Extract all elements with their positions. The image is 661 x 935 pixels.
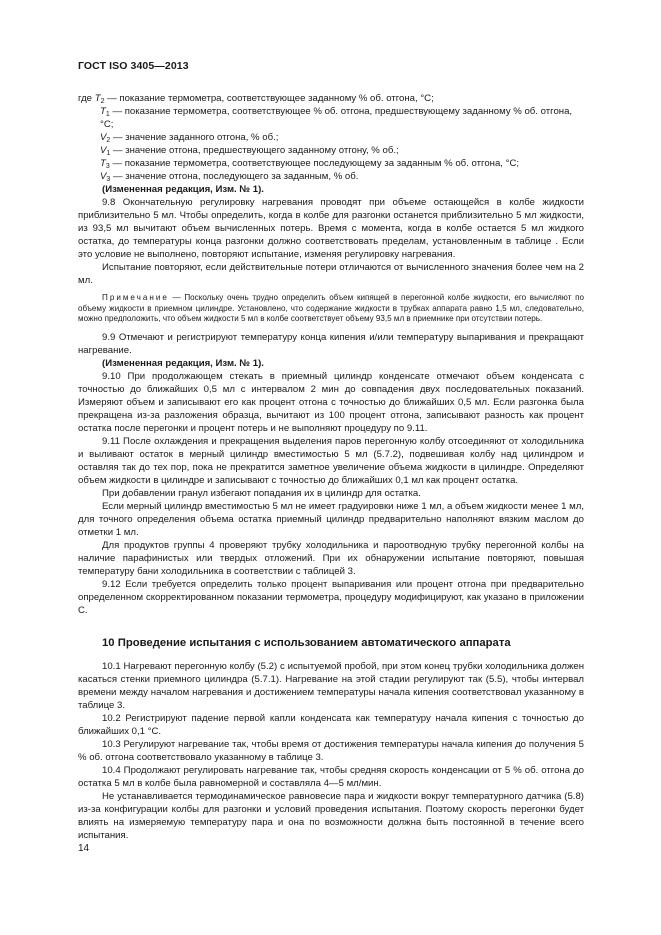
symbol: T xyxy=(100,106,106,117)
symbol: V xyxy=(100,171,107,182)
paragraph-repeat: Испытание повторяют, если действительные потери отличаются от вычисленного значения более чем на 2 мл. xyxy=(78,262,584,286)
paragraph-granules: При добавлении гранул избегают попадания их в цилиндр для остатка. xyxy=(102,487,421,499)
note-block xyxy=(78,293,584,325)
paragraph-10-2: 10.2 Регистрируют падение первой капли конденсата как температуру начала кипения с точностью до ближайших 0,1 °С. xyxy=(78,712,584,737)
paragraph-10-3: 10.3 Регулируют нагревание так, чтобы время от достижения температуры начала кипения до получения 5 % об. отгона соответствовало указанному в таблице 3. xyxy=(78,738,584,763)
paragraph-9-8: 9.8 Окончательную регулировку нагревания проводят при объеме остающейся в колбе жидкости приблизительно 5 мл. Чтобы определить, когда в колбе для разгонки останется приблизительно 5 мл жидкости, из 93,5 мл вычитают объем вычисленных потерь. Время с момента, когда в колбе остается 5 мл жидкого остатка, до температуры конца разгонки должно соответствовать пределам, установленным в таблице . Если это условие не выполнено, повторяют испытание, изменяя регулировку нагревания. xyxy=(78,197,584,260)
symbol-subscript: 2 xyxy=(100,98,105,105)
definition-line xyxy=(78,105,584,131)
symbol-subscript: 3 xyxy=(106,176,111,183)
page-content xyxy=(78,92,584,842)
symbol: V xyxy=(100,145,107,156)
symbol-subscript: 1 xyxy=(105,111,110,118)
definition-line xyxy=(78,170,584,183)
paragraph-9-10: 9.10 При продолжающем стекать в приемный цилиндр конденсате отмечают объем конденсата с точностью до ближайших 0,5 мл с интервалом 2 мин до совпадения двух последовательных показаний. Измеряют объем и записывают его как процент отгона с точностью до ближайших 0,5 мл. Если разгонка была прекращена из-за разложения образца, вычитают из 100 процент отгона, записывают разность как процент остатка после перегонки и процент потерь и не выполняют процедуру по 9.11. xyxy=(78,370,584,434)
definition-line xyxy=(78,144,584,157)
definition-text: — показание термометра, соответствующее последующему за заданным % об. отгона, °С; xyxy=(109,158,520,169)
paragraph-9-12: 9.12 Если требуется определить только процент выпаривания или процент отгона при предварительно определенном скорректированном показании термометра, процедуру модифицируют, как указано в приложении С. xyxy=(78,578,584,616)
symbol-subscript: 2 xyxy=(106,137,111,144)
definition-text: — значение заданного отгона, % об.; xyxy=(110,132,279,143)
amendment-note: (Измененная редакция, Изм. № 1). xyxy=(102,184,264,195)
amendment-note: (Измененная редакция, Изм. № 1). xyxy=(102,357,264,369)
paragraph-9-11: 9.11 После охлаждения и прекращения выделения паров перегонную колбу отсоединяют от холодильника и выливают остаток в мерный цилиндр вместимостью 5 мл (5.7.2), подвешивая колбу над цилиндром и оставляя так до тех пор, пока не прекратится заметное увеличение объема жидкости в цилиндре. Определяют объем жидкости в цилиндре и записывают с точностью до ближайших 0,1 мл как процент остатка. xyxy=(78,435,584,486)
definition-text: — значение отгона, последующего за заданным, % об. xyxy=(110,171,359,182)
paragraph-10-1: 10.1 Нагревают перегонную колбу (5.2) с испытуемой пробой, при этом конец трубки холодильника должен касаться стенки приемного цилиндра (5.7.1). Нагревание на этой стадии регулируют так (5.5), чтобы интервал времени между началом нагревания и достижением температуры начала кипения соответствовал указанному в таблице 3. xyxy=(78,660,584,711)
definition-text: — показание термометра, соответствующее % об. отгона, предшествующему заданному % об. отгона, °С; xyxy=(100,106,573,130)
document-header: ГОСТ ISO 3405—2013 xyxy=(78,60,189,72)
page-number: 14 xyxy=(78,843,90,854)
definition-text: — значение отгона, предшествующего заданному отгону, % об.; xyxy=(110,145,399,156)
paragraph-9-9: 9.9 Отмечают и регистрируют температуру конца кипения и/или температуру выпаривания и прекращают нагревание. xyxy=(78,331,584,356)
symbol: T xyxy=(94,93,101,104)
note-label: Примечание xyxy=(102,293,169,302)
definition-line xyxy=(78,131,584,144)
definition-line xyxy=(78,157,584,170)
paragraph-10-4: 10.4 Продолжают регулировать нагревание так, чтобы средняя скорость конденсации от 5 % об. отгона до остатка 5 мл в колбе была равномерной и составляла 4—5 мл/мин. xyxy=(78,764,584,789)
symbol: T xyxy=(100,158,106,169)
definitions-prefix: где xyxy=(78,93,93,104)
symbol-subscript: 1 xyxy=(106,150,111,157)
paragraph-equilibrium: Не устанавливается термодинамическое равновесие пара и жидкости вокруг температурного датчика (5.8) из-за конфигурации колбы для разгонки и условий проведения испытания. Поэтому скорость перегонки будет влиять на измеряемую температуру пара и она по возможности должна быть постоянной в течение всего испытания. xyxy=(78,790,584,841)
paragraph-group4: Для продуктов группы 4 проверяют трубку холодильника и пароотводную трубку перегонной колбы на наличие парафинистых или твердых отложений. При их обнаружении испытание повторяют, повышая температуру бани холодильника в соответствии с таблицей 3. xyxy=(78,539,584,577)
symbol-subscript: 3 xyxy=(105,163,110,170)
paragraph-cylinder: Если мерный цилиндр вместимостью 5 мл не имеет градуировки ниже 1 мл, а объем жидкости менее 1 мл, для точного определения объема остатка приемный цилиндр предварительно наполняют вязким маслом до отметки 1 мл. xyxy=(78,500,584,538)
definition-text: — показание термометра, соответствующее заданному % об. отгона, °С; xyxy=(104,93,434,104)
symbol: V xyxy=(100,132,107,143)
section-10-heading: 10 Проведение испытания с использованием автоматического аппарата xyxy=(102,636,511,649)
definition-line xyxy=(78,92,584,105)
note-text: — Поскольку очень трудно определить объем кипящей в перегонной колбе жидкости, его вычисляют по объему жидкости в приемном цилиндре. Установлено, что содержание жидкости в трубках аппарата равно 1,5 мл, следовательно, можно предположить, что объем жидкости 5 мл в колбе соответствует объему 93,5 мл в приемнике при отсутствии потерь. xyxy=(78,293,584,324)
